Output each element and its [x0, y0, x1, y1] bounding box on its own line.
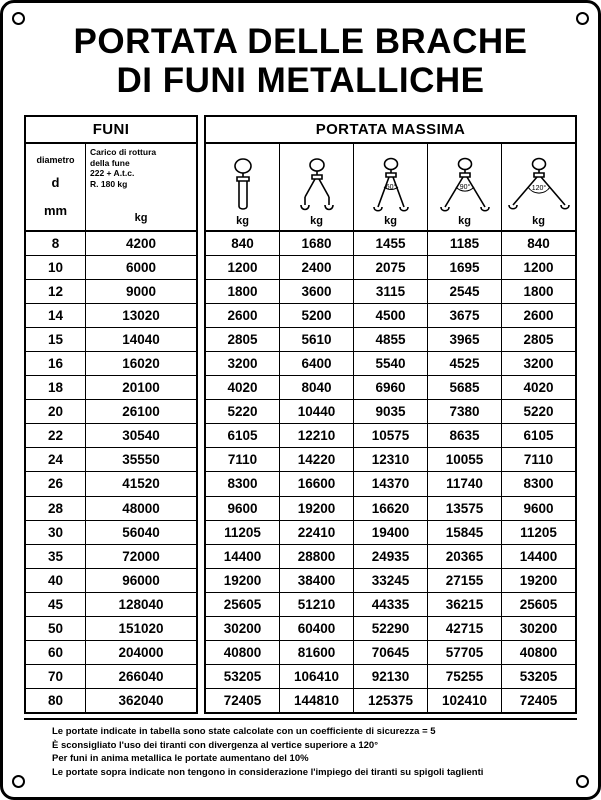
capacity-cell: 53205 — [206, 665, 280, 688]
capacity-cell: 28800 — [280, 545, 354, 568]
capacity-cell: 5540 — [354, 352, 428, 375]
note-line: Le portate sopra indicate non tengono in considerazione l'impiego dei tiranti su spigoli taglienti — [52, 767, 484, 779]
breaking-load-line-4: R. 180 kg — [90, 178, 128, 189]
capacity-cell: 81600 — [280, 641, 354, 664]
table-row — [26, 352, 196, 376]
capacity-cell: 5610 — [280, 328, 354, 351]
table-row — [26, 280, 196, 304]
breaking-load-cell: 151020 — [118, 620, 164, 636]
two-leg-60-degrees-icon — [361, 157, 421, 213]
capacity-cell: 10575 — [354, 424, 428, 447]
capacity-cell: 40800 — [519, 644, 558, 660]
rope-diameter-cell: 14 — [26, 304, 86, 327]
rope-diameter-cell: 12 — [26, 280, 86, 303]
breaking-load-header — [86, 144, 196, 230]
note-line: È sconsigliato l'uso dei tiranti con divergenza al vertice superiore a 120° — [52, 739, 379, 751]
funi-section-title: FUNI — [26, 117, 196, 144]
rope-diameter-cell: 28 — [26, 497, 86, 520]
rope-diameter-cell: 26 — [26, 472, 86, 495]
breaking-load-cell: 30540 — [122, 428, 160, 444]
capacity-cell: 40800 — [206, 641, 280, 664]
capacity-cell: 15845 — [428, 521, 502, 544]
capacity-cell: 25605 — [206, 593, 280, 616]
note-line: Per funi in anima metallica le portate aumentano del 10% — [52, 753, 309, 765]
capacity-cell: 8635 — [428, 424, 502, 447]
table-row — [26, 304, 196, 328]
two-leg-120-degrees-icon — [505, 157, 573, 213]
capacity-cell: 42715 — [428, 617, 502, 640]
table-row — [206, 545, 575, 569]
capacity-cell: 3600 — [280, 280, 354, 303]
table-row — [206, 352, 575, 376]
table-row — [26, 472, 196, 496]
table-row — [206, 617, 575, 641]
capacity-cell: 4525 — [428, 352, 502, 375]
capacity-cell: 16620 — [354, 497, 428, 520]
table-row — [206, 665, 575, 689]
capacity-cell: 2600 — [523, 308, 554, 324]
rope-diameter-cell: 18 — [26, 376, 86, 399]
sling-column-two-leg-60 — [354, 144, 428, 230]
capacity-cell: 11205 — [520, 524, 557, 540]
capacity-cell: 51210 — [280, 593, 354, 616]
capacity-cell: 125375 — [354, 689, 428, 712]
table-row — [206, 304, 575, 328]
capacity-cell: 8040 — [280, 376, 354, 399]
table-row — [26, 232, 196, 256]
table-row — [26, 497, 196, 521]
rope-diameter-cell: 70 — [26, 665, 86, 688]
table-row — [26, 593, 196, 617]
capacity-table — [24, 115, 577, 714]
table-row — [206, 569, 575, 593]
table-row — [206, 472, 575, 496]
table-row — [26, 617, 196, 641]
rope-diameter-cell: 16 — [26, 352, 86, 375]
capacity-cell: 30200 — [206, 617, 280, 640]
breaking-load-unit: kg — [134, 212, 148, 225]
capacity-cell: 10440 — [280, 400, 354, 423]
breaking-load-cell: 56040 — [122, 524, 160, 540]
breaking-load-cell: 6000 — [125, 260, 157, 276]
rope-diameter-cell: 15 — [26, 328, 86, 351]
diameter-label: diametro — [36, 154, 75, 165]
breaking-load-cell: 9000 — [125, 284, 157, 300]
svg-text:90°: 90° — [459, 184, 470, 191]
rope-diameter-cell: 45 — [26, 593, 86, 616]
capacity-cell: 2805 — [206, 328, 280, 351]
svg-text:60°: 60° — [385, 184, 396, 191]
capacity-cell: 1185 — [428, 232, 502, 255]
capacity-cell: 1200 — [523, 260, 554, 276]
table-row — [26, 400, 196, 424]
breaking-load-cell: 16020 — [122, 356, 160, 372]
sign-content — [16, 16, 585, 784]
table-row — [206, 280, 575, 304]
table-row — [206, 689, 575, 712]
capacity-cell: 25605 — [519, 596, 558, 612]
sling-unit-label: kg — [458, 215, 471, 227]
breaking-load-line-2: della fune — [90, 157, 130, 168]
capacity-cell: 4855 — [354, 328, 428, 351]
capacity-cell: 19200 — [206, 569, 280, 592]
breaking-load-cell: 128040 — [118, 596, 164, 612]
sling-unit-label: kg — [532, 215, 545, 227]
capacity-cell: 1695 — [428, 256, 502, 279]
capacity-cell: 7110 — [523, 452, 554, 468]
sling-column-two-leg-parallel — [280, 144, 354, 230]
breaking-load-line-1: Carico di rottura — [90, 147, 157, 157]
capacity-cell: 12210 — [280, 424, 354, 447]
table-row — [26, 569, 196, 593]
breaking-load-cell: 41520 — [122, 476, 160, 492]
capacity-cell: 4020 — [206, 376, 280, 399]
table-row — [26, 521, 196, 545]
capacity-cell: 6960 — [354, 376, 428, 399]
capacity-cell: 3200 — [523, 356, 554, 372]
capacity-cell: 75255 — [428, 665, 502, 688]
capacity-cell: 8300 — [206, 472, 280, 495]
capacity-cell: 52290 — [354, 617, 428, 640]
capacity-cell: 3115 — [354, 280, 428, 303]
table-row — [206, 232, 575, 256]
capacity-cell: 3965 — [428, 328, 502, 351]
capacity-cell: 2600 — [206, 304, 280, 327]
capacity-cell: 3675 — [428, 304, 502, 327]
capacity-cell: 106410 — [280, 665, 354, 688]
page-title — [16, 16, 585, 100]
table-row — [206, 256, 575, 280]
capacity-cell: 44335 — [354, 593, 428, 616]
sling-unit-label: kg — [236, 215, 249, 227]
capacity-cell: 6400 — [280, 352, 354, 375]
title-line-2: DI FUNI METALLICHE — [116, 61, 485, 101]
table-row — [206, 448, 575, 472]
rope-diameter-cell: 50 — [26, 617, 86, 640]
table-row — [206, 400, 575, 424]
capacity-cell: 19400 — [354, 521, 428, 544]
breaking-load-cell: 20100 — [122, 380, 160, 396]
capacity-cell: 92130 — [354, 665, 428, 688]
capacity-cell: 2805 — [523, 332, 554, 348]
breaking-load-cell: 26100 — [122, 404, 160, 420]
notes-block — [24, 718, 577, 780]
breaking-load-cell: 4200 — [125, 236, 157, 252]
funi-header-row — [26, 144, 196, 232]
capacity-cell: 22410 — [280, 521, 354, 544]
capacity-cell: 24935 — [354, 545, 428, 568]
capacity-cell: 144810 — [280, 689, 354, 712]
capacity-cell: 14370 — [354, 472, 428, 495]
capacity-cell: 6105 — [206, 424, 280, 447]
breaking-load-cell: 266040 — [118, 668, 164, 684]
capacity-cell: 36215 — [428, 593, 502, 616]
capacity-cell: 5220 — [206, 400, 280, 423]
table-row — [26, 328, 196, 352]
table-row — [26, 424, 196, 448]
table-row — [206, 641, 575, 665]
rope-diameter-cell: 35 — [26, 545, 86, 568]
breaking-load-cell: 72000 — [122, 548, 160, 564]
capacity-cell: 840 — [206, 232, 280, 255]
capacity-cell: 33245 — [354, 569, 428, 592]
funi-rows — [26, 232, 196, 712]
capacity-cell: 5220 — [523, 404, 554, 420]
capacity-cell: 30200 — [519, 620, 558, 636]
capacity-cell: 6105 — [523, 428, 554, 444]
table-row — [206, 376, 575, 400]
capacity-cell: 4500 — [354, 304, 428, 327]
diameter-unit: mm — [43, 203, 68, 219]
table-row — [26, 545, 196, 569]
capacity-cell: 27155 — [428, 569, 502, 592]
portata-section-title: PORTATA MASSIMA — [206, 117, 575, 144]
breaking-load-cell: 96000 — [122, 572, 160, 588]
rope-diameter-cell: 40 — [26, 569, 86, 592]
capacity-cell: 1680 — [280, 232, 354, 255]
table-row — [206, 497, 575, 521]
capacity-cell: 2400 — [280, 256, 354, 279]
rope-diameter-cell: 24 — [26, 448, 86, 471]
capacity-cell: 19200 — [280, 497, 354, 520]
breaking-load-cell: 13020 — [122, 308, 160, 324]
table-row — [26, 665, 196, 689]
capacity-cell: 4020 — [523, 380, 554, 396]
capacity-cell: 7110 — [206, 448, 280, 471]
sling-header-row — [206, 144, 575, 232]
capacity-cell: 19200 — [519, 572, 558, 588]
capacity-cell: 70645 — [354, 641, 428, 664]
capacity-cell: 9035 — [354, 400, 428, 423]
diameter-symbol: d — [51, 174, 60, 190]
table-row — [26, 689, 196, 712]
rope-diameter-cell: 8 — [26, 232, 86, 255]
single-leg-vertical-icon — [216, 157, 270, 213]
table-row — [206, 593, 575, 617]
note-line: Le portate indicate in tabella sono state calcolate con un coefficiente di sicurezza = 5 — [52, 725, 436, 737]
capacity-cell: 9600 — [206, 497, 280, 520]
table-row — [206, 328, 575, 352]
funi-panel — [24, 115, 198, 714]
capacity-cell: 14400 — [519, 548, 558, 564]
sling-column-single-leg-vertical — [206, 144, 280, 230]
breaking-load-cell: 362040 — [118, 692, 164, 708]
capacity-cell: 20365 — [428, 545, 502, 568]
capacity-cell: 38400 — [280, 569, 354, 592]
capacity-cell: 53205 — [519, 668, 558, 684]
capacity-cell: 7380 — [428, 400, 502, 423]
capacity-cell: 8300 — [523, 476, 554, 492]
breaking-load-cell: 14040 — [122, 332, 160, 348]
table-row — [206, 424, 575, 448]
capacity-cell: 1455 — [354, 232, 428, 255]
sling-unit-label: kg — [384, 215, 397, 227]
capacity-cell: 1800 — [206, 280, 280, 303]
rope-diameter-cell: 20 — [26, 400, 86, 423]
capacity-cell: 2545 — [428, 280, 502, 303]
two-leg-90-degrees-icon — [433, 157, 497, 213]
portata-rows — [206, 232, 575, 712]
capacity-cell: 5685 — [428, 376, 502, 399]
portata-panel — [204, 115, 577, 714]
capacity-cell: 14400 — [206, 545, 280, 568]
breaking-load-cell: 204000 — [118, 644, 164, 660]
breaking-load-cell: 48000 — [122, 500, 160, 516]
capacity-cell: 5200 — [280, 304, 354, 327]
capacity-cell: 16600 — [280, 472, 354, 495]
capacity-cell: 12310 — [354, 448, 428, 471]
capacity-cell: 840 — [527, 236, 550, 252]
table-row — [26, 256, 196, 280]
breaking-load-line-3: 222 + A.t.c. — [90, 168, 135, 179]
two-leg-parallel-icon — [290, 157, 344, 213]
capacity-cell: 60400 — [280, 617, 354, 640]
breaking-load-cell: 35550 — [122, 452, 160, 468]
capacity-cell: 11205 — [206, 521, 280, 544]
capacity-cell: 72405 — [519, 692, 558, 708]
capacity-cell: 13575 — [428, 497, 502, 520]
rope-diameter-cell: 30 — [26, 521, 86, 544]
capacity-cell: 2075 — [354, 256, 428, 279]
sling-column-two-leg-120 — [502, 144, 575, 230]
sling-unit-label: kg — [310, 215, 323, 227]
table-row — [26, 641, 196, 665]
capacity-cell: 102410 — [428, 689, 502, 712]
table-row — [206, 521, 575, 545]
rope-diameter-cell: 60 — [26, 641, 86, 664]
sling-column-two-leg-90 — [428, 144, 502, 230]
capacity-cell: 14220 — [280, 448, 354, 471]
svg-text:120°: 120° — [531, 185, 546, 192]
capacity-cell: 3200 — [206, 352, 280, 375]
capacity-cell: 72405 — [206, 689, 280, 712]
capacity-cell: 1200 — [206, 256, 280, 279]
capacity-cell: 10055 — [428, 448, 502, 471]
rope-diameter-cell: 22 — [26, 424, 86, 447]
capacity-cell: 1800 — [523, 284, 554, 300]
capacity-cell: 57705 — [428, 641, 502, 664]
capacity-cell: 9600 — [523, 500, 554, 516]
title-line-1: PORTATA DELLE BRACHE — [73, 22, 528, 61]
rope-diameter-cell: 80 — [26, 689, 86, 712]
diameter-header — [26, 144, 86, 230]
rope-diameter-cell: 10 — [26, 256, 86, 279]
capacity-cell: 11740 — [428, 472, 502, 495]
table-row — [26, 448, 196, 472]
table-row — [26, 376, 196, 400]
